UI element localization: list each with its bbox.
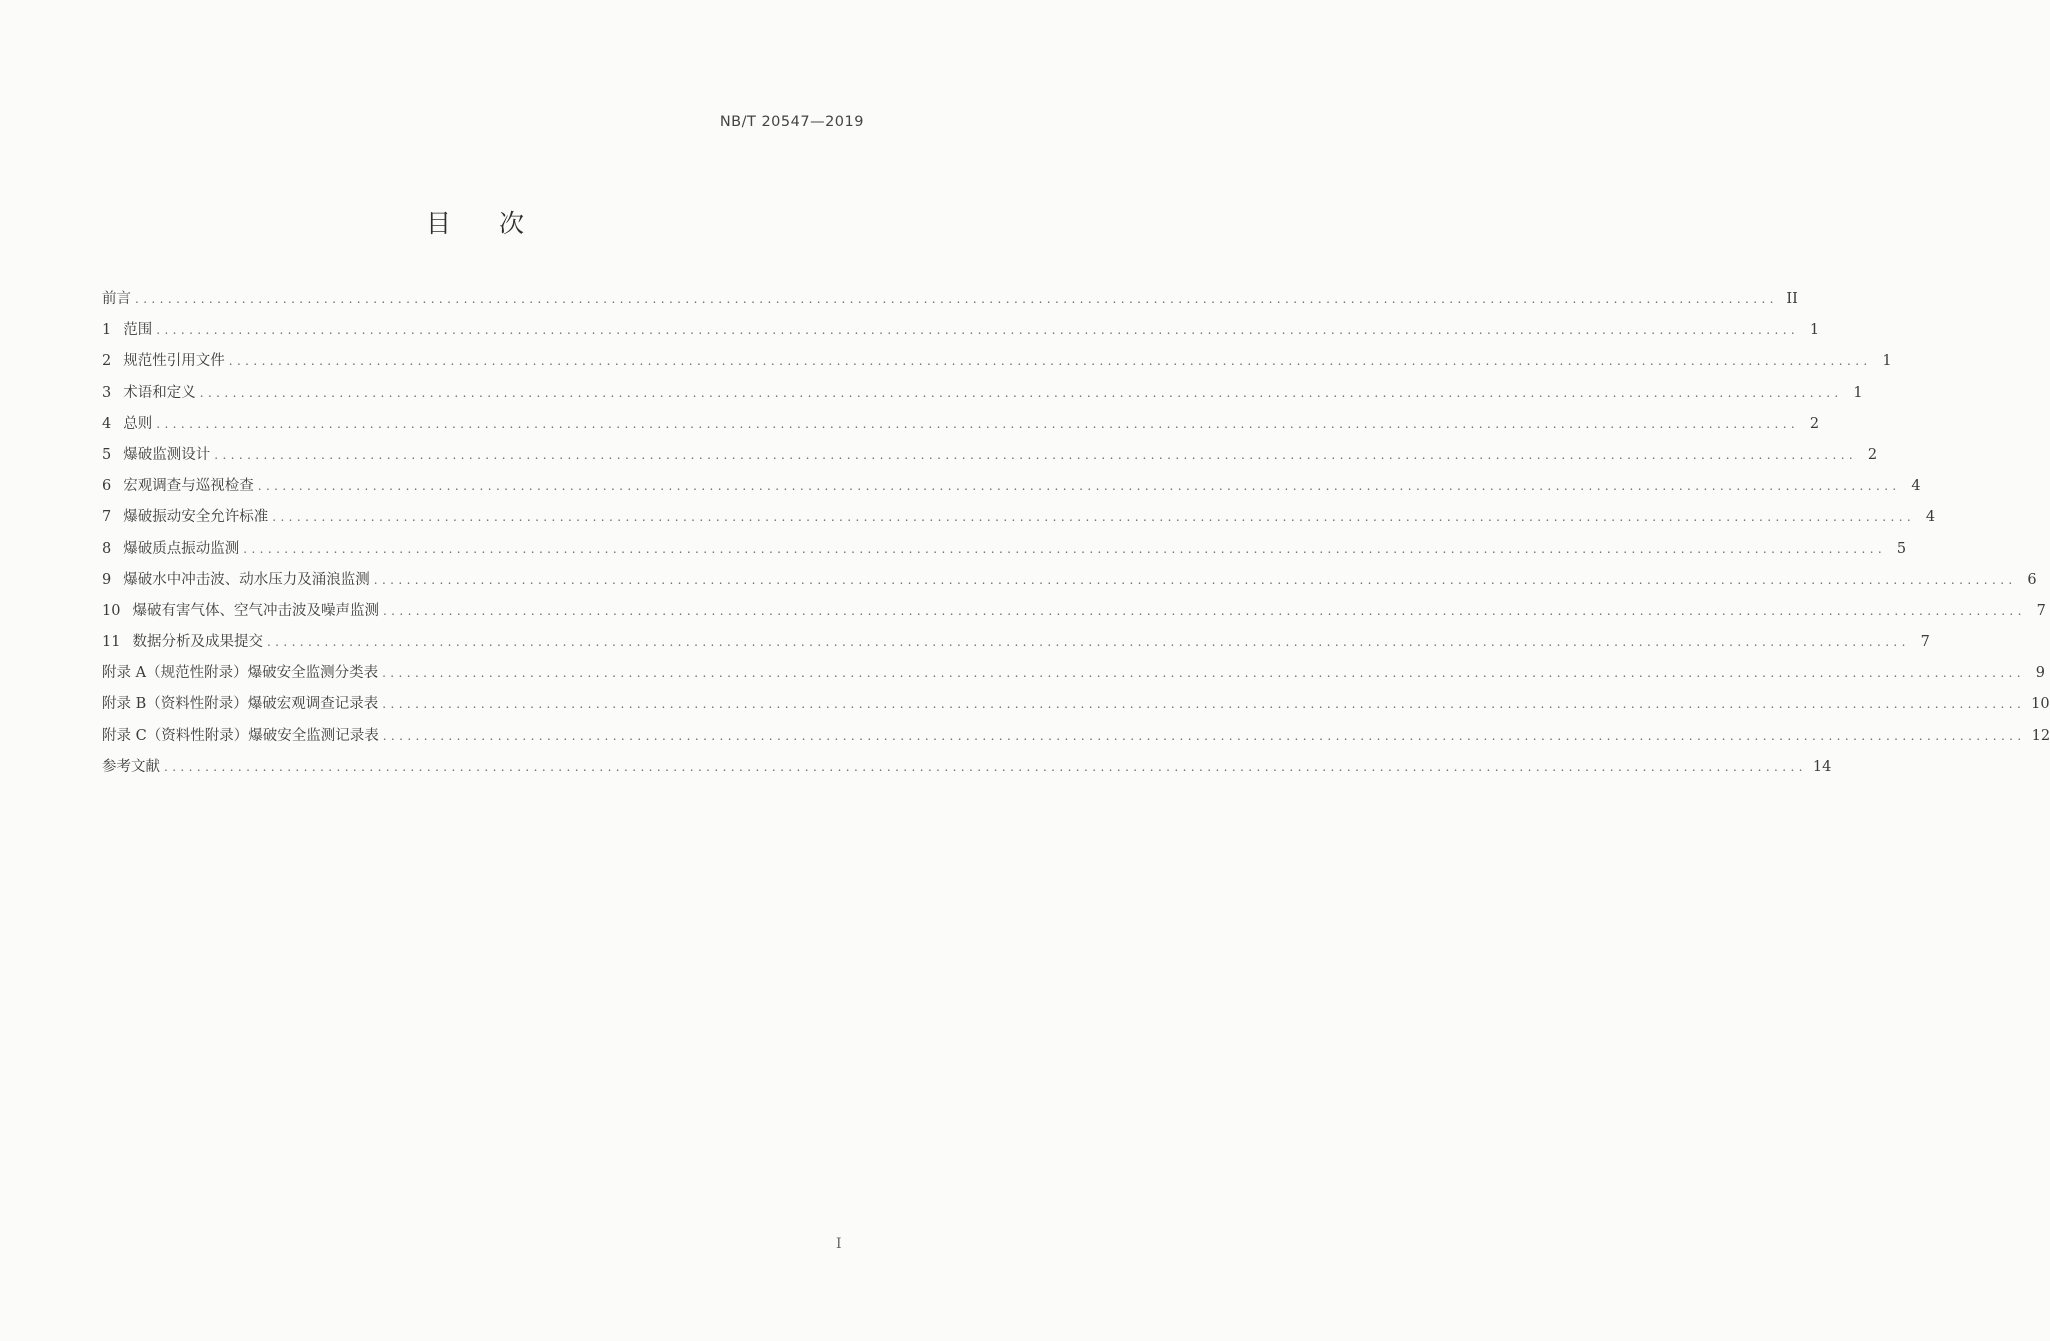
toc-entry-preface[interactable] (102, 284, 1798, 315)
toc-entry-11[interactable] (102, 627, 1930, 658)
toc-leader-dots: ........................................................................................................................................................................................................ (272, 510, 1916, 525)
toc-entry-10[interactable] (102, 596, 2046, 627)
toc-section-number: 10 (102, 602, 121, 619)
toc-page-number: 12 (2031, 727, 2050, 744)
toc-leader-dots: ........................................................................................................................................................................................................ (382, 603, 2026, 618)
toc-section-number: 3 (102, 384, 112, 401)
toc-entry-3[interactable] (102, 378, 1863, 409)
toc-leader-dots: ........................................................................................................................................................................................................ (257, 479, 1901, 494)
toc-page-number: 4 (1925, 509, 1936, 526)
toc-entry-appendix-a[interactable] (102, 658, 2045, 689)
toc-page-number: 14 (1812, 758, 1832, 775)
toc-page-number: 2 (1809, 415, 1820, 432)
toc-leader-dots: ........................................................................................................................................................................................................ (228, 354, 1872, 369)
toc-leader-dots: ........................................................................................................................................................................................................ (164, 759, 1807, 774)
toc-page-number: 1 (1882, 353, 1892, 370)
toc-leader-dots: ........................................................................................................................................................................................................ (382, 666, 2025, 681)
toc-entry-5[interactable] (102, 440, 1878, 471)
toc-page-number: 1 (1853, 384, 1863, 401)
toc-label: 爆破质点振动监测 (123, 540, 240, 557)
toc-section-number: 8 (102, 540, 112, 557)
toc-label: 附录 A（规范性附录） (102, 665, 248, 682)
toc-section-number: 7 (102, 509, 112, 526)
toc-label: 附录 B（资料性附录） (102, 696, 248, 713)
toc-section-number: 9 (102, 571, 112, 588)
toc-section-number: 11 (102, 634, 121, 651)
page-number: I (836, 1236, 842, 1252)
toc-entry-9[interactable] (102, 565, 2037, 596)
toc-label: 规范性引用文件 (123, 353, 225, 370)
toc-leader-dots: ........................................................................................................................................................................................................ (135, 292, 1778, 306)
toc-page-number: 1 (1809, 322, 1820, 339)
toc-label: 爆破水中冲击波、动水压力及涌浪监测 (123, 571, 370, 588)
toc-leader-dots: ........................................................................................................................................................................................................ (156, 323, 1800, 338)
toc-label: 宏观调查与巡视检查 (123, 478, 254, 495)
toc-label: 总则 (123, 415, 153, 432)
toc-leader-dots: ........................................................................................................................................................................................................ (373, 572, 2017, 587)
toc-entry-2[interactable] (102, 346, 1892, 377)
toc-section-number: 1 (102, 322, 112, 339)
toc-label: 范围 (123, 322, 153, 339)
toc-page-number: 4 (1911, 478, 1921, 495)
toc-label: 爆破监测设计 (123, 446, 211, 463)
toc-entry-appendix-b[interactable] (102, 689, 2050, 720)
toc-leader-dots: ........................................................................................................................................................................................................ (214, 447, 1858, 462)
toc-label: 参考文献 (102, 758, 160, 775)
toc-page-number: 6 (2027, 571, 2037, 588)
toc-page-number: 7 (2036, 602, 2046, 619)
table-of-contents (102, 284, 2050, 783)
toc-leader-dots: ........................................................................................................................................................................................................ (266, 635, 1910, 650)
toc-label: 数据分析及成果提交 (132, 634, 263, 651)
toc-page-number: 9 (2035, 665, 2045, 682)
toc-page-number: II (1786, 291, 1798, 307)
toc-sublabel: 爆破宏观调查记录表 (247, 696, 379, 713)
toc-page-number: 2 (1867, 446, 1878, 463)
toc-entry-1[interactable] (102, 315, 1820, 346)
toc-entry-7[interactable] (102, 502, 1936, 533)
toc-page-number: 10 (2031, 696, 2050, 713)
toc-label: 前言 (102, 291, 131, 307)
toc-entry-references[interactable] (102, 752, 1832, 783)
toc-page-number: 7 (1920, 634, 1930, 651)
toc-section-number: 4 (102, 415, 112, 432)
toc-label: 术语和定义 (123, 384, 196, 401)
toc-leader-dots: ........................................................................................................................................................................................................ (382, 728, 2026, 743)
toc-label: 爆破振动安全允许标准 (123, 509, 269, 526)
toc-entry-6[interactable] (102, 471, 1921, 502)
toc-section-number: 6 (102, 478, 112, 495)
toc-entry-appendix-c[interactable] (102, 721, 2050, 752)
toc-label: 爆破有害气体、空气冲击波及噪声监测 (132, 602, 379, 619)
toc-entry-4[interactable] (102, 409, 1820, 440)
toc-leader-dots: ........................................................................................................................................................................................................ (382, 697, 2026, 712)
toc-leader-dots: ........................................................................................................................................................................................................ (199, 385, 1843, 400)
toc-leader-dots: ........................................................................................................................................................................................................ (243, 541, 1887, 556)
toc-section-number: 2 (102, 353, 112, 370)
page-title: 目次 (425, 209, 572, 238)
toc-sublabel: 爆破安全监测分类表 (247, 665, 379, 682)
toc-page-number: 5 (1896, 540, 1907, 557)
toc-label: 附录 C（资料性附录） (102, 727, 249, 744)
toc-sublabel: 爆破安全监测记录表 (248, 727, 379, 744)
toc-section-number: 5 (102, 446, 112, 463)
standard-code: NB/T 20547—2019 (719, 114, 864, 130)
toc-entry-8[interactable] (102, 534, 1907, 565)
toc-leader-dots: ........................................................................................................................................................................................................ (156, 416, 1800, 431)
